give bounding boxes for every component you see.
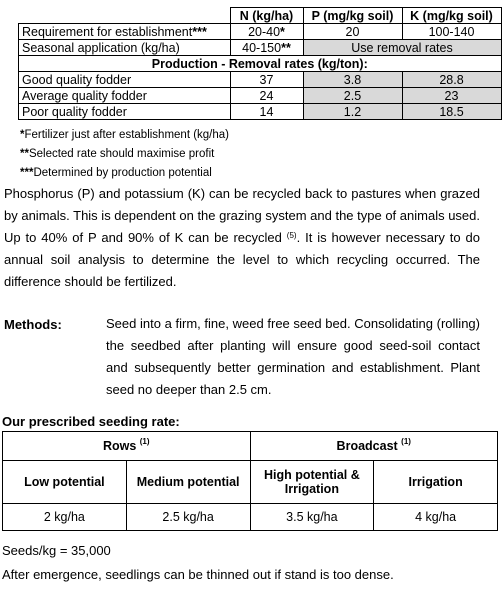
row-label: Good quality fodder [19,72,231,88]
rate-low: 2 kg/ha [3,504,127,531]
row-label: Seasonal application (kg/ha) [19,40,231,56]
table-row [19,88,502,104]
col-header-medium-potential: Medium potential [126,461,250,504]
table-row [19,40,502,56]
methods-text: Seed into a firm, fine, weed free seed bed. Consolidating (rolling) the seedbed after planting will ensure good seed-soil contact and subsequently better germination and establishment. Plant seed no deeper than 2.5 cm. [106,316,480,397]
cell-k: 18.5 [402,104,501,120]
seeding-rate-table [2,431,498,531]
recycling-paragraph: Phosphorus (P) and potassium (K) can be recycled back to pastures when grazed by animals. This is dependent on the grazing system and the type of animals used. Up to 40% of P and 90% of K can be recycled $^{(5)}$. It is however necessary to do annual soil analysis to determine the level to which recycling occurred. The difference should be fertilized. [4,186,480,289]
cell-n: 37 [230,72,303,88]
rate-irrigation: 4 kg/ha [374,504,498,531]
production-header: Production - Removal rates (kg/ton): [19,56,502,72]
reference-mark: (5) [286,231,297,240]
row-label: Average quality fodder [19,88,231,104]
fertilizer-table [18,7,502,120]
cell-p: 1.2 [303,104,402,120]
rate-high: 3.5 kg/ha [250,504,374,531]
col-header-k: K (mg/kg soil) [402,8,501,24]
group-header-rows: Rows $^{(1)}$ [3,432,251,461]
col-header-low-potential: Low potential [3,461,127,504]
cell-k: 23 [402,88,501,104]
cell-n: 14 [230,104,303,120]
cell-k: 100-140 [402,24,501,40]
cell-p: 20 [303,24,402,40]
col-header-p: P (mg/kg soil) [303,8,402,24]
table-row [19,72,502,88]
cell-p: 3.8 [303,72,402,88]
group-header-broadcast: Broadcast $^{(1)}$ [250,432,498,461]
cell-n: 24 [230,88,303,104]
methods-label: Methods: [4,317,62,332]
col-header-n: N (kg/ha) [230,8,303,24]
table-row [19,104,502,120]
cell-n: 40-150** [230,40,303,56]
footnote: *Fertilizer just after establishment (kg/ha) [20,129,230,141]
row-label: Poor quality fodder [19,104,231,120]
table-corner [19,8,231,24]
footnote: **Selected rate should maximise profit [20,148,215,160]
footnote: ***Determined by production potential [20,167,212,179]
cell-pk-merged: Use removal rates [303,40,501,56]
seeds-per-kg: Seeds/kg = 35,000 [2,543,111,558]
seeding-rate-heading: Our prescribed seeding rate: [2,414,180,429]
table-row [19,24,502,40]
row-label: Requirement for establishment*** [19,24,231,40]
cell-n: 20-40* [230,24,303,40]
cell-k: 28.8 [402,72,501,88]
col-header-high-potential: High potential & Irrigation [250,461,374,504]
col-header-irrigation: Irrigation [374,461,498,504]
cell-p: 2.5 [303,88,402,104]
footnotes [20,126,229,183]
table-row [3,504,498,531]
emergence-note: After emergence, seedlings can be thinned out if stand is too dense. [2,567,394,582]
rate-medium: 2.5 kg/ha [126,504,250,531]
